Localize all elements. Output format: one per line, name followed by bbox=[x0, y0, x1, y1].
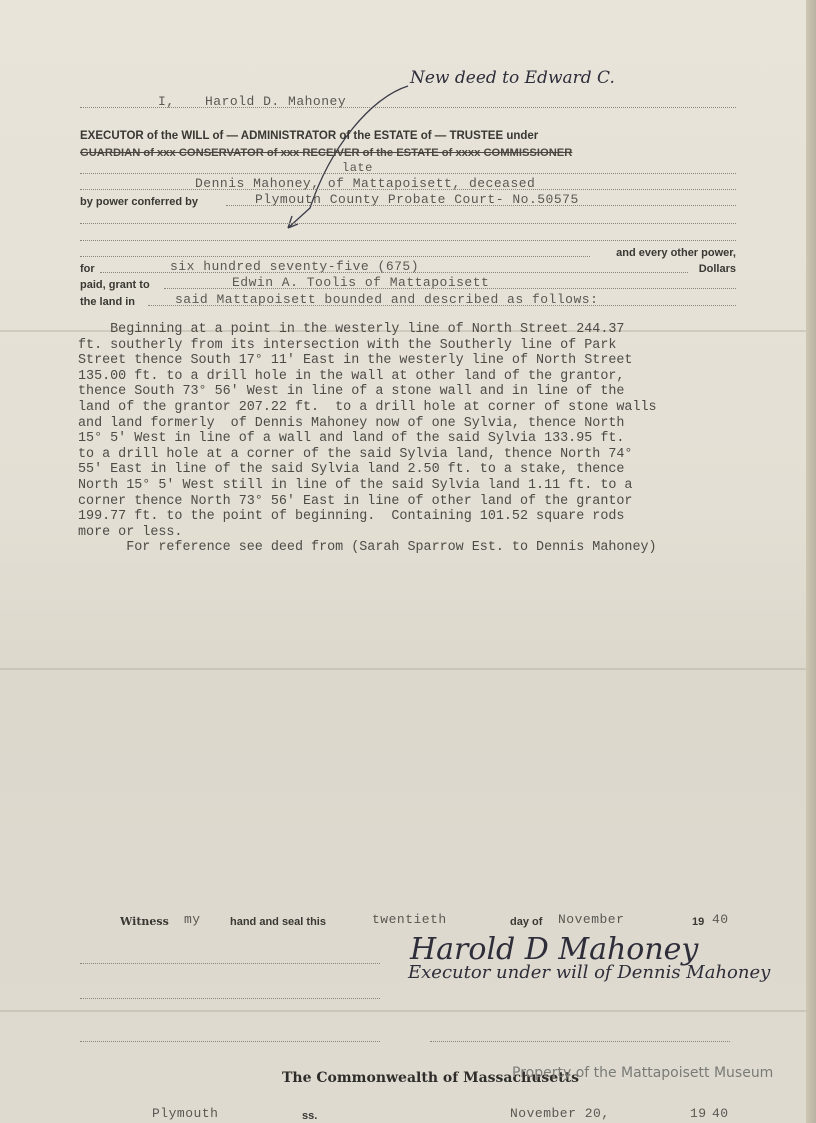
grantee-name: Edwin A. Toolis of Mattapoisett bbox=[232, 275, 490, 290]
footer-year: 40 bbox=[712, 1106, 729, 1121]
grantor-name: Harold D. Mahoney bbox=[205, 94, 347, 109]
other-power-row bbox=[80, 243, 736, 259]
museum-watermark: Property of the Mattapoisett Museum bbox=[512, 1065, 774, 1081]
blank-row bbox=[80, 985, 380, 1001]
power-row bbox=[80, 192, 736, 208]
hand-seal-label: hand and seal this bbox=[230, 916, 326, 928]
ss-label: ss. bbox=[302, 1110, 318, 1122]
commonwealth-heading: The Commonwealth of Massachusetts bbox=[282, 1070, 579, 1086]
decedent-name: Dennis Mahoney, of Mattapoisett, deceased bbox=[195, 176, 536, 191]
blank-row bbox=[430, 1028, 730, 1044]
signature: Harold D Mahoney bbox=[410, 932, 699, 967]
grantor-row bbox=[80, 94, 736, 110]
capacity-line-2: GUARDIAN of xxx CONSERVATOR of xxx RECEIVER of the ESTATE of xxxx COMMISSIONER bbox=[80, 147, 573, 159]
power-conferred: Plymouth County Probate Court- No.50575 bbox=[255, 192, 579, 207]
witness-day: twentieth bbox=[372, 912, 447, 927]
decedent-row bbox=[80, 176, 736, 192]
witness-year: 40 bbox=[712, 912, 729, 927]
grantor-prefix: I, bbox=[158, 94, 175, 109]
land-row bbox=[80, 292, 736, 308]
grantee-row bbox=[80, 275, 736, 291]
witness-row bbox=[80, 912, 736, 928]
witness-month: November bbox=[558, 912, 625, 927]
footer-date: November 20, bbox=[510, 1106, 610, 1121]
county: Plymouth bbox=[152, 1106, 219, 1121]
day-of-label: day of bbox=[510, 916, 543, 928]
witness-pronoun: my bbox=[184, 912, 201, 927]
venue-row bbox=[80, 1106, 736, 1122]
every-other-power: and every other power, bbox=[616, 247, 736, 259]
blank-row bbox=[80, 227, 736, 243]
late-word: late bbox=[342, 161, 373, 175]
page-edge bbox=[806, 0, 816, 1123]
land-description: Beginning at a point in the westerly line of North Street 244.37 ft. southerly from its intersection with the Southerly line of Park Street thence South 17° 11' East in the westerly line of North Street 135.00 ft. to a drill hole in the wall at other land of the grantor, thence South 73° 56' West in line of a stone wall and in line of the land of the grantor 207.22 ft. to a drill hole at corner of stone walls and land formerly of Dennis Mahoney now of one Sylvia, thence North 15° 5' West in line of a wall and land of the said Sylvia 133.95 ft. to a drill hole at a corner of the said Sylvia land, thence North 74° 55' East in line of the said Sylvia land 2.50 ft. to a stake, thence North 15° 5' West still in line of the said Sylvia land 1.11 ft. to a corner thence North 73° 56' East in line of other land of the grantor 199.77 ft. to the point of beginning. Containing 101.52 square rods more or less. For reference see deed from (Sarah Sparrow Est. to Dennis Mahoney) bbox=[78, 322, 657, 556]
capacity-line-1: EXECUTOR of the WILL of — ADMINISTRATOR of the ESTATE of — TRUSTEE under bbox=[80, 130, 539, 142]
footer-year-prefix: 19 bbox=[690, 1106, 707, 1121]
power-label: by power conferred by bbox=[80, 196, 198, 208]
amount: six hundred seventy-five (675) bbox=[170, 259, 420, 274]
land-location: said Mattapoisett bounded and described as follows: bbox=[175, 292, 599, 307]
for-label: for bbox=[80, 263, 95, 275]
blank-row bbox=[80, 950, 380, 966]
amount-row bbox=[80, 259, 736, 275]
margin-note: New deed to Edward C. bbox=[410, 68, 615, 88]
blank-row bbox=[80, 210, 736, 226]
dollars-label: Dollars bbox=[698, 263, 736, 275]
year-prefix: 19 bbox=[692, 916, 705, 928]
witness-label: Witness bbox=[120, 915, 169, 928]
late-row bbox=[80, 160, 736, 176]
grant-label: paid, grant to bbox=[80, 279, 150, 291]
blank-row bbox=[80, 1028, 380, 1044]
land-label: the land in bbox=[80, 296, 135, 308]
signature-title: Executor under will of Dennis Mahoney bbox=[408, 962, 771, 983]
